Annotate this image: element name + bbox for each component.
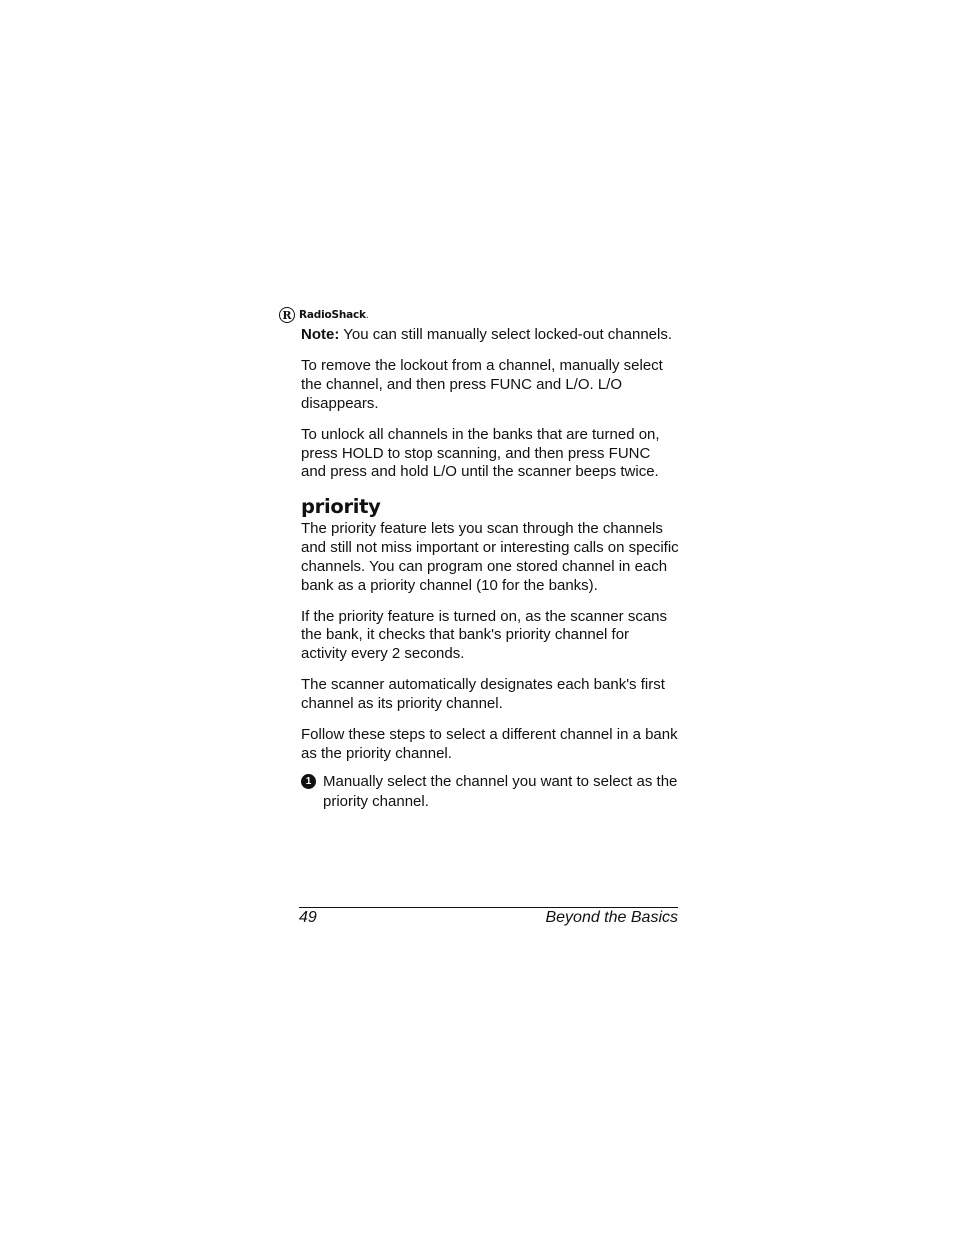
step-text: Manually select the channel you want to select as the priority channel.: [323, 773, 678, 811]
step-item: [301, 772, 679, 812]
note-text: You can still manually select locked-out channels.: [339, 326, 673, 343]
note-label: Note:: [301, 326, 340, 343]
paragraph-priority-steps: Follow these steps to select a different channel in a bank as the priority channel.: [301, 726, 678, 763]
step-number-icon: 1: [301, 774, 316, 789]
note-paragraph: [301, 326, 679, 345]
paragraph-unlock-all: To unlock all channels in the banks that are turned on, press HOLD to stop scanning, and then press FUNC and press and hold L/O until the scanner beeps twice.: [301, 425, 660, 481]
paragraph-priority-check: If the priority feature is turned on, as the scanner scans the bank, it checks that bank's priority channel for activity every 2 seconds.: [301, 607, 668, 663]
paragraph-priority-default: The scanner automatically designates each bank's first channel as its priority channel.: [301, 676, 665, 713]
paragraph-priority-intro: The priority feature lets you scan through the channels and still not miss important or interesting calls on specific channels. You can program one stored channel in each bank as a priority channel (10 for the banks).: [301, 520, 679, 594]
page-content: [301, 326, 679, 812]
section-heading-priority: priority: [301, 495, 381, 519]
logo-wordmark: RadioShack: [299, 309, 366, 321]
chapter-title: Beyond the Basics: [545, 909, 678, 926]
paragraph-remove-lockout: To remove the lockout from a channel, manually select the channel, and then press FUNC and L/O. L/O disappears.: [301, 357, 663, 412]
logo-text: [299, 309, 369, 321]
page-number: 49: [299, 909, 317, 926]
radioshack-logo: [279, 306, 369, 324]
logo-dot: .: [365, 311, 369, 321]
registered-logo-icon: R: [279, 307, 295, 323]
page-footer: [299, 907, 678, 927]
